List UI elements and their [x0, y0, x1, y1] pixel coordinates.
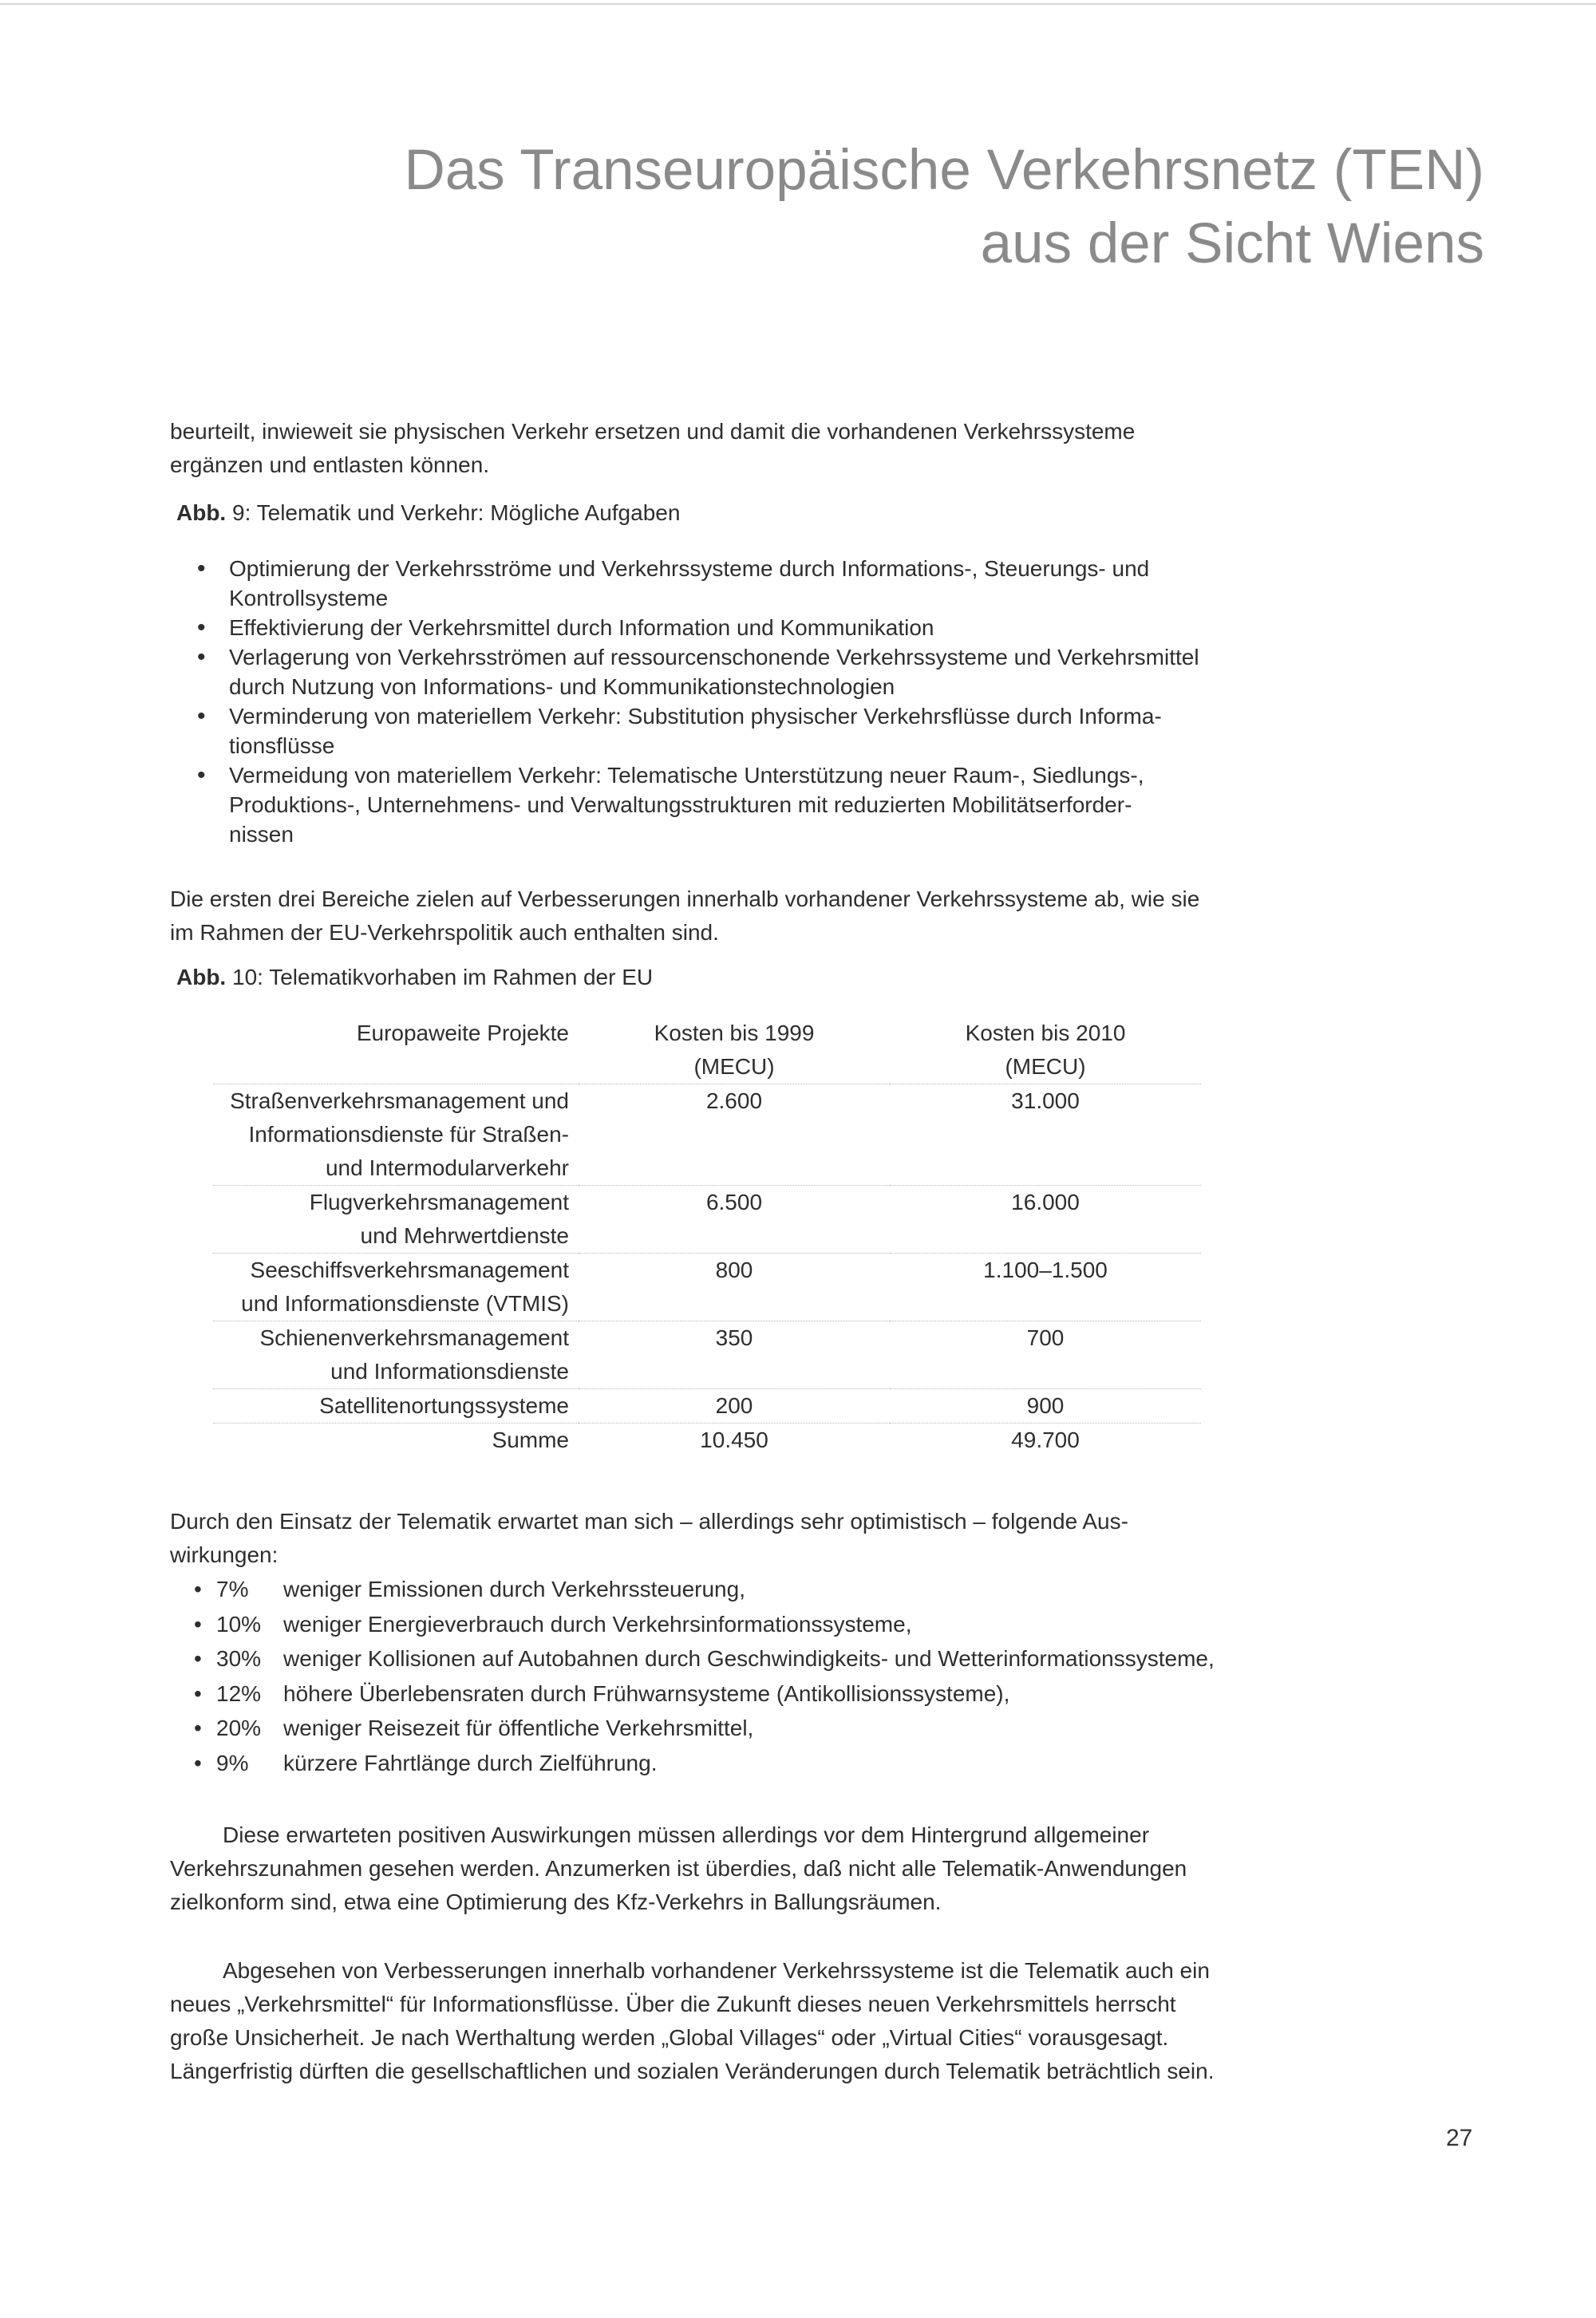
project-cell	[213, 1084, 579, 1186]
project-cell	[213, 1321, 579, 1389]
percentage: 9%	[216, 1750, 249, 1775]
top-rule	[0, 3, 1596, 5]
list-item-line: Produktions-, Unternehmens- und Verwaltungsstrukturen mit reduzierten Mobilitätserforder-	[229, 792, 1132, 817]
paragraph-line: Verkehrszunahmen gesehen werden. Anzumerken ist überdies, daß nicht alle Telematik-Anwendungen	[170, 1856, 1187, 1881]
list-item-text: weniger Emissionen durch Verkehrssteuerung,	[283, 1577, 745, 1601]
list-item-line: Verlagerung von Verkehrsströmen auf ressourcenschonende Verkehrssysteme und Verkehrsmittel	[229, 645, 1199, 669]
list-item	[229, 642, 1255, 701]
list-item	[194, 1572, 1255, 1607]
paragraph-line: Diese erwarteten positiven Auswirkungen müssen allerdings vor dem Hintergrund allgemeiner	[223, 1822, 1150, 1847]
cell-line: und Informationsdienste	[330, 1359, 569, 1384]
cell-line: und Mehrwertdienste	[360, 1223, 569, 1248]
intro-line-1: beurteilt, inwieweit sie physischen Verkehr ersetzen und damit die vorhandenen Verkehrssysteme	[170, 419, 1136, 444]
header-text: Kosten bis 2010	[965, 1021, 1126, 1045]
paragraph-line: Abgesehen von Verbesserungen innerhalb vorhandener Verkehrssysteme ist die Telematik auch ein	[223, 1958, 1210, 1983]
cost-1999-cell: 6.500	[579, 1186, 890, 1254]
table-row	[213, 1084, 1201, 1186]
list-item	[229, 701, 1255, 760]
page-content	[170, 415, 1255, 2088]
cell-line: und Intermodularverkehr	[325, 1155, 569, 1180]
list-item-text: weniger Reisezeit für öffentliche Verkehrsmittel,	[283, 1716, 754, 1740]
figure-9-list	[170, 554, 1255, 849]
percentage: 30%	[216, 1646, 262, 1671]
cell-line: Flugverkehrsmanagement	[309, 1190, 569, 1214]
paragraph-line: Längerfristig dürften die gesellschaftlichen und sozialen Veränderungen durch Telematik beträchtlich sein.	[170, 2059, 1215, 2083]
paragraph-line: Durch den Einsatz der Telematik erwartet man sich – allerdings sehr optimistisch – folgende Aus-	[170, 1509, 1128, 1534]
header-unit: (MECU)	[1005, 1054, 1086, 1079]
telematics-table	[213, 1017, 1201, 1457]
page-title-line-1: Das Transeuropäische Verkehrsnetz (TEN)	[404, 139, 1484, 202]
effects-list	[170, 1572, 1255, 1780]
column-header-cost-2010	[890, 1017, 1201, 1084]
list-item	[229, 760, 1255, 849]
table-row	[213, 1389, 1201, 1424]
cost-2010-cell: 31.000	[890, 1084, 1201, 1186]
cost-1999-cell: 350	[579, 1321, 890, 1389]
list-item	[194, 1607, 1255, 1642]
cost-1999-cell: 10.450	[579, 1424, 890, 1458]
cell-line: Seeschiffsverkehrsmanagement	[250, 1258, 569, 1282]
list-item	[229, 554, 1255, 613]
cell-line: Schienenverkehrsmanagement	[259, 1325, 569, 1350]
cell-line: Satellitenortungssysteme	[319, 1393, 569, 1418]
paragraph-1	[170, 883, 1255, 950]
paragraph-line: große Unsicherheit. Je nach Werthaltung werden „Global Villages“ oder „Virtual Cities“ vorausgesagt.	[170, 2025, 1169, 2050]
page-title	[404, 134, 1484, 281]
cell-line: Straßenverkehrsmanagement und	[230, 1088, 569, 1113]
percentage: 20%	[216, 1716, 262, 1740]
column-header-projects	[213, 1017, 579, 1084]
project-cell	[213, 1424, 579, 1458]
cost-1999-cell: 800	[579, 1254, 890, 1321]
paragraph-line: im Rahmen der EU-Verkehrspolitik auch enthalten sind.	[170, 920, 719, 945]
intro-line-2: ergänzen und entlasten können.	[170, 452, 490, 477]
list-item-text: kürzere Fahrtlänge durch Zielführung.	[283, 1750, 658, 1775]
figure-10-number: 10	[232, 965, 258, 989]
figure-9-text: Telematik und Verkehr: Mögliche Aufgaben	[256, 500, 681, 525]
list-item-line: Optimierung der Verkehrsströme und Verkehrssysteme durch Informations-, Steuerungs- und	[229, 556, 1150, 581]
project-cell	[213, 1186, 579, 1254]
paragraph-line: neues „Verkehrsmittel“ für Informationsflüsse. Über die Zukunft dieses neuen Verkehrsmittels herrscht	[170, 1992, 1176, 2016]
figure-9-label: Abb.	[176, 500, 227, 525]
column-header-cost-1999	[579, 1017, 890, 1084]
figure-9-number: 9	[232, 500, 245, 525]
paragraph-line: wirkungen:	[170, 1542, 279, 1567]
list-item-text: weniger Energieverbrauch durch Verkehrsinformationssysteme,	[283, 1611, 912, 1637]
figure-10-label: Abb.	[176, 965, 227, 989]
cell-line: Informationsdienste für Straßen-	[248, 1122, 569, 1147]
header-text: Europaweite Projekte	[356, 1021, 569, 1045]
paragraph-line: Die ersten drei Bereiche zielen auf Verbesserungen innerhalb vorhandener Verkehrssysteme ab, wie sie	[170, 887, 1200, 911]
list-item	[194, 1676, 1255, 1712]
paragraph-4	[170, 1954, 1255, 2088]
list-item-line: Effektivierung der Verkehrsmittel durch Information und Kommunikation	[229, 615, 934, 640]
cell-line: Summe	[492, 1428, 569, 1452]
list-item	[194, 1641, 1255, 1676]
table-header-row	[213, 1017, 1201, 1084]
project-cell	[213, 1254, 579, 1321]
figure-10-text: Telematikvorhaben im Rahmen der EU	[269, 965, 654, 989]
percentage: 10%	[216, 1611, 262, 1637]
intro-paragraph	[170, 415, 1255, 482]
table-row	[213, 1321, 1201, 1389]
list-item-line: tionsflüsse	[229, 733, 335, 758]
table-row	[213, 1254, 1201, 1321]
page-title-line-2: aus der Sicht Wiens	[980, 212, 1484, 275]
cost-2010-cell: 900	[890, 1389, 1201, 1424]
list-item-line: Kontrollsysteme	[229, 586, 389, 610]
cost-2010-cell: 49.700	[890, 1424, 1201, 1458]
list-item	[229, 613, 1255, 642]
list-item	[194, 1711, 1255, 1746]
figure-9-caption: Abb. 9: Telematik und Verkehr: Mögliche Aufgaben	[176, 500, 681, 525]
paragraph-line: zielkonform sind, etwa eine Optimierung des Kfz-Verkehrs in Ballungsräumen.	[170, 1890, 942, 1914]
percentage: 12%	[216, 1680, 262, 1706]
list-item-line: Verminderung von materiellem Verkehr: Substitution physischer Verkehrsflüsse durch Informa-	[229, 704, 1162, 729]
paragraph-3	[170, 1818, 1255, 1919]
cell-line: und Informationsdienste (VTMIS)	[241, 1291, 569, 1316]
header-text: Kosten bis 1999	[654, 1021, 815, 1045]
list-item-text: weniger Kollisionen auf Autobahnen durch Geschwindigkeits- und Wetterinformationssysteme,	[283, 1646, 1215, 1671]
header-unit: (MECU)	[693, 1054, 775, 1079]
page-number: 27	[1446, 2125, 1473, 2151]
cost-2010-cell: 700	[890, 1321, 1201, 1389]
table-row-total	[213, 1424, 1201, 1458]
paragraph-2	[170, 1505, 1255, 1572]
project-cell	[213, 1389, 579, 1424]
cost-1999-cell: 200	[579, 1389, 890, 1424]
list-item-line: nissen	[229, 822, 294, 847]
list-item-line: durch Nutzung von Informations- und Kommunikationstechnologien	[229, 674, 895, 699]
list-item	[194, 1746, 1255, 1781]
cost-1999-cell: 2.600	[579, 1084, 890, 1186]
figure-10-caption: Abb. 10: Telematikvorhaben im Rahmen der EU	[176, 965, 654, 989]
list-item-line: Vermeidung von materiellem Verkehr: Telematische Unterstützung neuer Raum-, Siedlungs-,	[229, 763, 1144, 788]
percentage: 7%	[216, 1577, 249, 1601]
cost-2010-cell: 16.000	[890, 1186, 1201, 1254]
table-row	[213, 1186, 1201, 1254]
cost-2010-cell: 1.100–1.500	[890, 1254, 1201, 1321]
list-item-text: höhere Überlebensraten durch Frühwarnsysteme (Antikollisionssysteme),	[283, 1680, 1010, 1706]
